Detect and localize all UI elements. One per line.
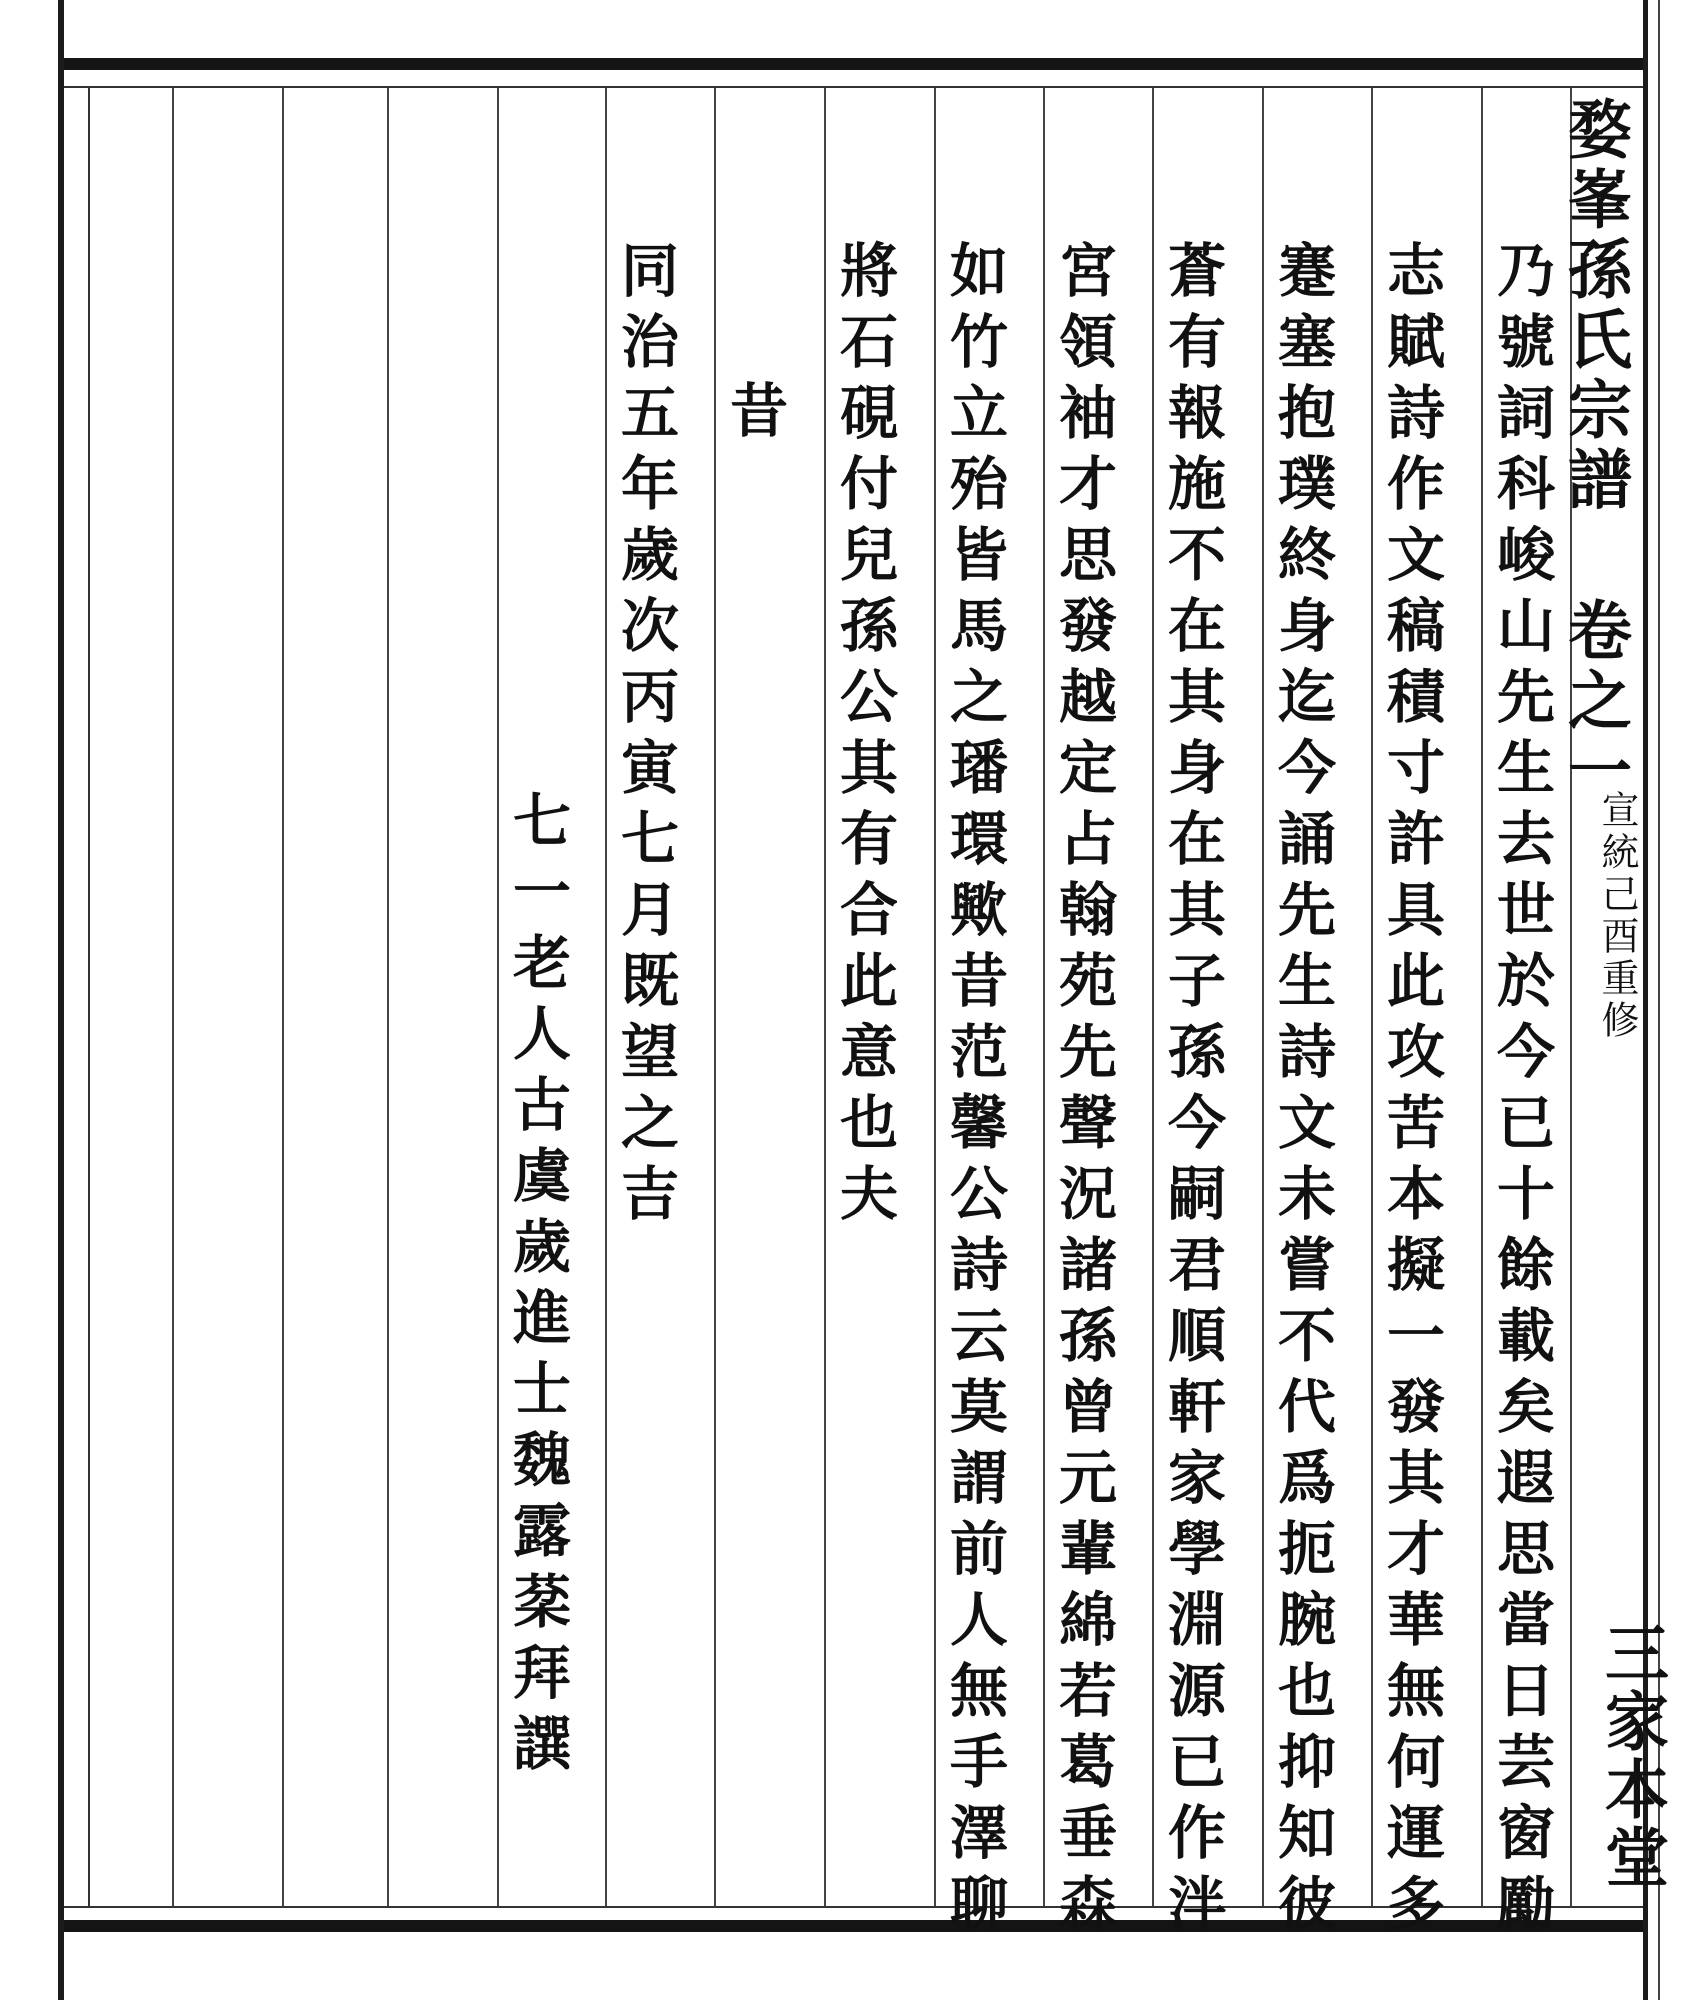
- text-column-1: 乃號詞科峻山先生去世於今已十餘載矣遐思當日芸窗勵: [1487, 240, 1555, 1944]
- column-divider: [1371, 88, 1373, 1906]
- date-column: 同治五年歲次丙寅七月既望之吉: [611, 240, 679, 1234]
- edition-note: 宣統己酉重修: [1595, 790, 1639, 1042]
- column-divider: [172, 88, 174, 1906]
- text-column-4: 蒼有報施不在其身在其子孫今嗣君順軒家學淵源已作泮: [1158, 240, 1226, 1944]
- column-divider: [1481, 88, 1483, 1906]
- column-divider: [934, 88, 936, 1906]
- text-column-7: 將石硯付兒孫公其有合此意也夫: [830, 240, 898, 1234]
- text-column-3: 蹇塞抱璞終身迄今誦先生詩文未嘗不代爲扼腕也抑知彼: [1268, 240, 1336, 1944]
- column-divider: [714, 88, 716, 1906]
- column-divider: [1043, 88, 1045, 1906]
- text-column-8: 昔: [720, 380, 788, 451]
- top-inner-rule: [64, 86, 1643, 88]
- column-divider: [1152, 88, 1154, 1906]
- book-title: 婺峯孫氏宗譜 卷之一: [1557, 96, 1632, 807]
- column-divider: [497, 88, 499, 1906]
- page-edge-left: [58, 0, 64, 2000]
- column-divider: [282, 88, 284, 1906]
- column-divider: [824, 88, 826, 1906]
- text-column-5: 宮領袖才思發越定占翰苑先聲況諸孫曾元輩綿若葛垂森: [1049, 240, 1117, 1944]
- top-border-rule: [64, 58, 1643, 70]
- column-divider: [1262, 88, 1264, 1906]
- text-column-2: 志賦詩作文稿積寸許具此攻苦本擬一發其才華無何運多: [1377, 240, 1445, 1944]
- hall-name: 三家本堂: [1594, 1620, 1669, 1892]
- column-divider: [605, 88, 607, 1906]
- signature-column: 七一老人古虞歲進士魏露棻拜譔: [503, 790, 571, 1784]
- column-divider: [387, 88, 389, 1906]
- text-column-6: 如竹立殆皆馬之璠環歟昔范馨公詩云莫謂前人無手澤聊: [940, 240, 1008, 1944]
- frame-left-border: [88, 86, 90, 1908]
